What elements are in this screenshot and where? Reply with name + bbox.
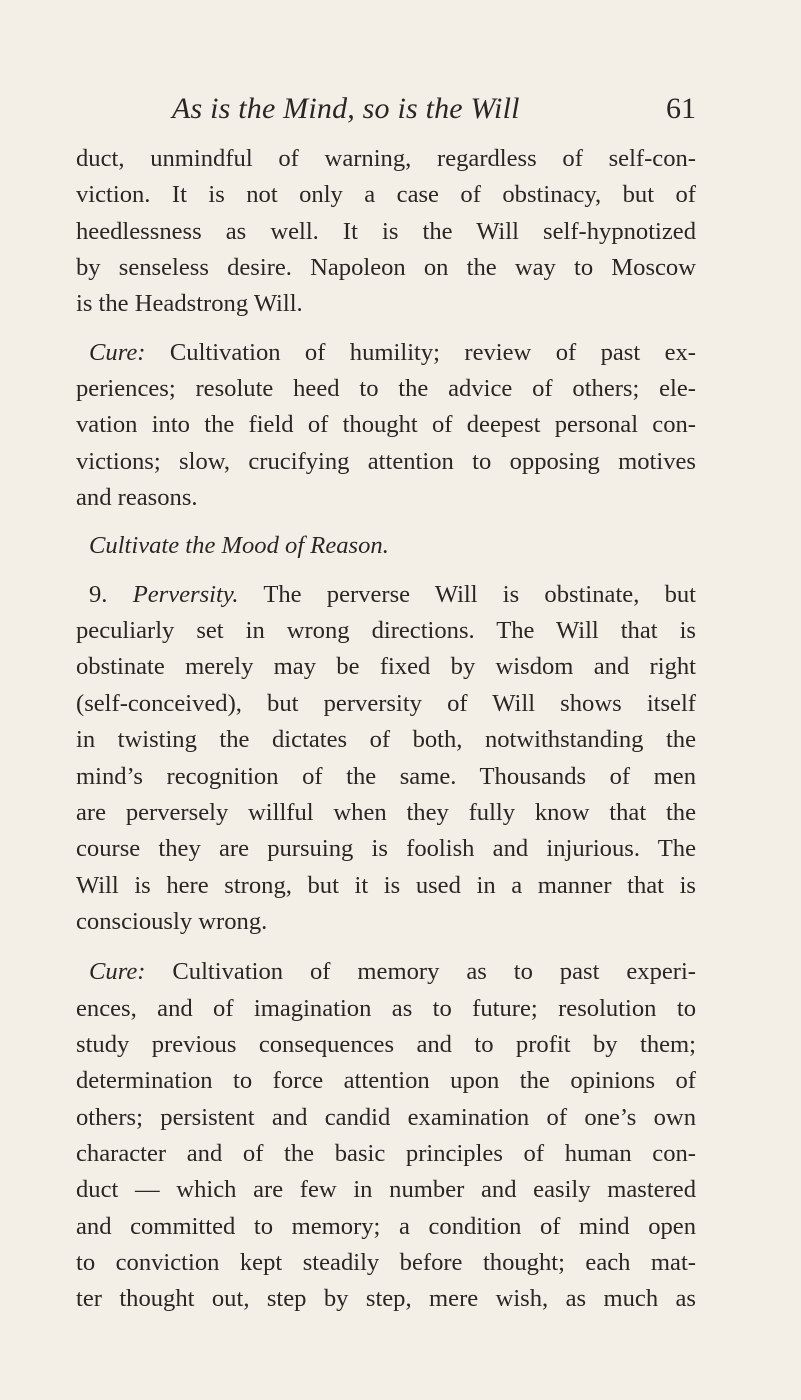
paragraph-gap <box>76 565 696 577</box>
page-header <box>172 92 696 128</box>
text-line: Will is here strong, but it is used in a manner that is <box>76 871 696 899</box>
paragraph-gap <box>76 940 696 954</box>
text-line: vation into the field of thought of deepest personal con- <box>76 411 696 439</box>
text-line: ences, and of imagination as to future; resolution to <box>76 994 696 1022</box>
text-line: duct, unmindful of warning, regardless of self-con- <box>76 145 696 172</box>
paragraph-perversity <box>76 577 696 940</box>
text-line: others; persistent and candid examination of one’s own <box>76 1103 696 1131</box>
text-line: is the Headstrong Will. <box>76 290 303 318</box>
text-line: periences; resolute heed to the advice of others; ele- <box>76 375 696 403</box>
section-text: The perverse Will is obstinate, but <box>238 580 697 608</box>
text-line: are perversely willful when they fully know that the <box>76 798 696 826</box>
running-title: As is the Mind, so is the Will <box>172 92 520 125</box>
section-maxim: Cultivate the Mood of Reason. <box>89 532 389 560</box>
text-line: ter thought out, step by step, mere wish, as much as <box>76 1285 696 1313</box>
paragraph-mood-heading <box>76 528 696 564</box>
paragraph-cure-headstrong <box>76 335 696 517</box>
cure-text: Cultivation of humility; review of past ex- <box>145 338 696 366</box>
section-title: Perversity. <box>132 580 239 608</box>
text-line <box>76 577 696 613</box>
text-line: to conviction kept steadily before thought; each mat- <box>76 1248 696 1276</box>
paragraph-cure-perversity <box>76 954 696 1317</box>
text-line: victions; slow, crucifying attention to opposing motives <box>76 447 696 475</box>
text-line: and committed to memory; a condition of mind open <box>76 1212 696 1240</box>
text-line <box>76 954 696 990</box>
text-line: obstinate merely may be fixed by wisdom and right <box>76 653 696 681</box>
text-line: by senseless desire. Napoleon on the way to Moscow <box>76 254 696 282</box>
text-line: in twisting the dictates of both, notwithstanding the <box>76 726 696 754</box>
body-text <box>76 141 696 1318</box>
paragraph-headstrong-will <box>76 141 696 323</box>
text-line: (self-conceived), but perversity of Will shows itself <box>76 689 696 717</box>
page-number: 61 <box>666 92 696 125</box>
text-line: heedlessness as well. It is the Will self-hypnotized <box>76 217 696 245</box>
cure-label: Cure: <box>89 958 146 986</box>
text-line: and reasons. <box>76 484 198 512</box>
text-line: duct — which are few in number and easily mastered <box>76 1176 696 1204</box>
text-line: consciously wrong. <box>76 907 268 935</box>
text-line: mind’s recognition of the same. Thousands of men <box>76 762 696 790</box>
text-line: course they are pursuing is foolish and injurious. The <box>76 835 696 863</box>
text-line: peculiarly set in wrong directions. The Will that is <box>76 617 696 645</box>
section-number: 9. <box>89 580 108 608</box>
cure-label: Cure: <box>89 338 146 366</box>
text-line <box>76 335 696 371</box>
text-line: determination to force attention upon the opinions of <box>76 1067 696 1095</box>
cure-text: Cultivation of memory as to past experi- <box>145 958 696 986</box>
paragraph-gap <box>76 516 696 528</box>
text-line: study previous consequences and to profit by them; <box>76 1030 696 1058</box>
paragraph-gap <box>76 323 696 335</box>
text-line: character and of the basic principles of human con- <box>76 1139 696 1167</box>
text-line: viction. It is not only a case of obstinacy, but of <box>76 181 696 209</box>
